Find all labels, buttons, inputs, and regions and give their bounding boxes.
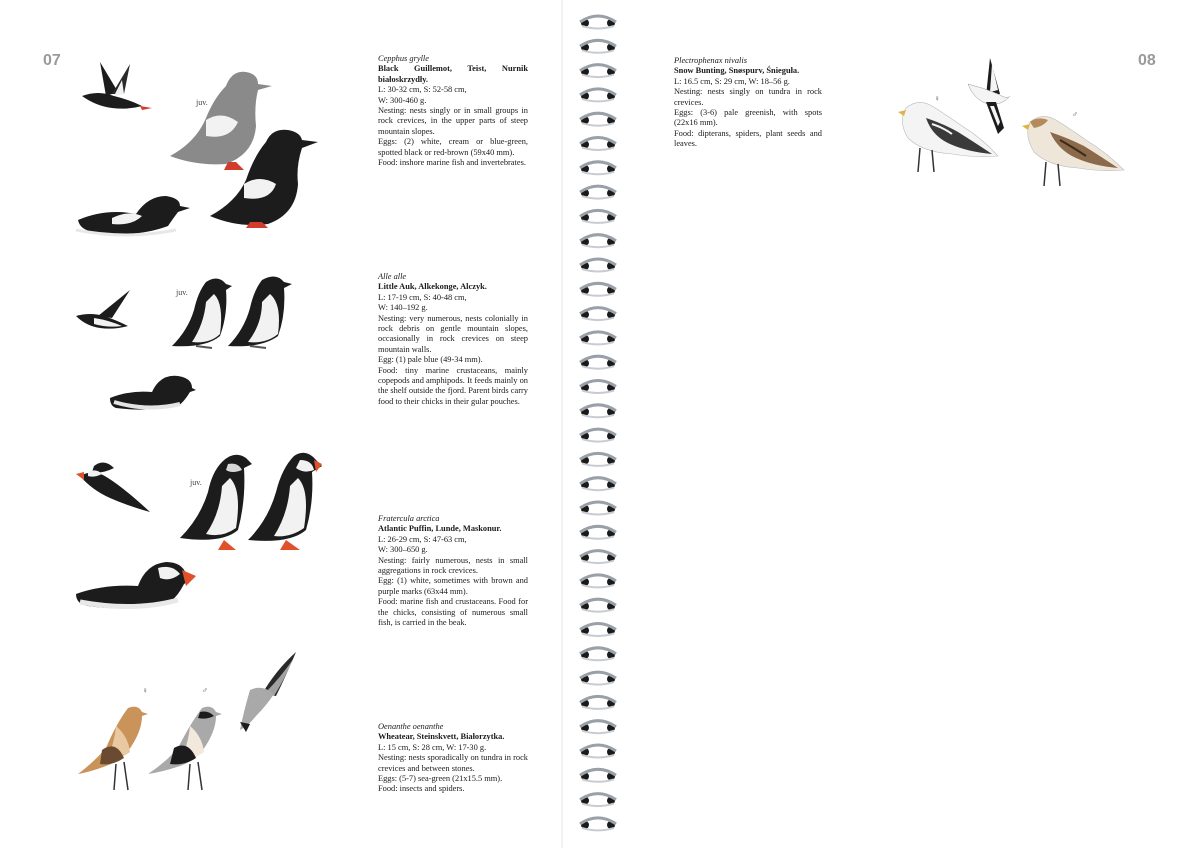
male-symbol: ♂: [202, 686, 208, 695]
snow-bunting-male-illustration: [1016, 112, 1126, 190]
spiral-coil: [580, 526, 616, 539]
spiral-coil: [580, 356, 616, 369]
guillemot-flying-illustration: [78, 60, 158, 122]
male-symbol: ♂: [1072, 110, 1078, 119]
spiral-coil: [580, 405, 616, 418]
measurements-line: L: 17-19 cm, S: 40-48 cm,: [378, 292, 467, 302]
spiral-coil: [580, 40, 616, 53]
wheatear-flying-illustration: [236, 650, 298, 732]
spiral-coil: [580, 283, 616, 296]
nesting-line: Nesting: nests sporadically on tundra in rock crevices and between stones.: [378, 753, 528, 773]
spiral-coil: [580, 769, 616, 782]
spiral-coil: [580, 818, 616, 831]
juvenile-label: juv.: [190, 478, 202, 487]
spiral-coil: [580, 259, 616, 272]
nesting-line: Nesting: nests singly or in small groups in rock crevices, in the upper parts of steep mountain slopes.: [378, 106, 528, 136]
spiral-coil: [580, 235, 616, 248]
eggs-line: Eggs: (2) white, cream or blue-green, spotted black or red-brown (59x40 mm).: [378, 137, 528, 157]
food-line: Food: dipterans, spiders, plant seeds and leaves.: [674, 128, 822, 149]
common-name: Wheatear, Steinskvett, Białorzytka.: [378, 732, 505, 742]
spiral-coil: [580, 624, 616, 637]
spiral-coil: [580, 381, 616, 394]
weight-line: W: 140–192 g.: [378, 303, 428, 313]
food-line: Food: insects and spiders.: [378, 784, 465, 794]
latin-name: Fratercula arctica: [378, 514, 440, 523]
juvenile-label: juv.: [196, 98, 208, 107]
spiral-coil: [580, 210, 616, 223]
wheatear-male-illustration: [146, 700, 222, 794]
spiral-coil: [580, 478, 616, 491]
spiral-coil: [580, 89, 616, 102]
common-name: Black Guillemot, Teist, Nurnik białoskrzydły.: [378, 64, 528, 84]
latin-name: Cepphus grylle: [378, 54, 429, 63]
eggs-line: Egg: (1) pale blue (49-34 mm).: [378, 355, 483, 365]
female-symbol: ♀: [142, 686, 148, 695]
female-symbol: ♀: [934, 94, 940, 103]
spiral-coil: [580, 794, 616, 807]
common-name: Atlantic Puffin, Lunde, Maskonur.: [378, 524, 502, 534]
eggs-line: Eggs: (5-7) sea-green (21x15.5 mm).: [378, 774, 503, 784]
spiral-coil: [580, 16, 616, 29]
common-name: Snow Bunting, Snøspurv, Śnieguła.: [674, 66, 800, 76]
latin-name: Plectrophenax nivalis: [674, 56, 747, 65]
spiral-coil: [580, 599, 616, 612]
spiral-coil: [580, 502, 616, 515]
snow-bunting-female-illustration: [892, 98, 1000, 176]
spiral-coil: [580, 721, 616, 734]
common-name: Little Auk, Alkekonge, Alczyk.: [378, 282, 487, 292]
spiral-coil: [580, 551, 616, 564]
juvenile-label: juv.: [176, 288, 188, 297]
nesting-line: Nesting: very numerous, nests colonially in rock debris on gentle mountain slopes, occasionally in rock crevices on steep mountain walls.: [378, 313, 528, 354]
wheatear-female-illustration: [76, 700, 148, 794]
puffin-swimming-illustration: [74, 556, 196, 612]
latin-name: Alle alle: [378, 272, 407, 281]
species-entry-little-auk: [378, 272, 528, 407]
page-number-left: 07: [43, 52, 61, 69]
weight-line: W: 300–650 g.: [378, 545, 428, 555]
little-auk-flying-illustration: [74, 288, 136, 332]
latin-name: Oenanthe oenanthe: [378, 722, 444, 731]
measurements-line: L: 16.5 cm, S: 29 cm, W: 18–56 g.: [674, 76, 790, 86]
weight-line: W: 300-460 g.: [378, 95, 427, 105]
spiral-coil: [580, 113, 616, 126]
measurements-line: L: 30-32 cm, S: 52-58 cm,: [378, 85, 467, 95]
puffin-flying-illustration: [74, 458, 154, 516]
page-number-right: 08: [1138, 52, 1156, 69]
eggs-line: Egg: (1) white, sometimes with brown and purple marks (63x44 mm).: [378, 576, 528, 596]
spiral-binding-icon: [560, 0, 636, 848]
species-entry-black-guillemot: [378, 54, 528, 168]
spiral-coil: [580, 138, 616, 151]
little-auk-pair-illustration: [166, 274, 294, 352]
species-entry-snow-bunting: [674, 56, 822, 150]
food-line: Food: tiny marine crustaceans, mainly copepods and amphipods. It feeds mainly on the shelf outside the fjord. Parent birds carry food to their chicks in their gular pouches.: [378, 365, 528, 406]
spiral-coil: [580, 308, 616, 321]
puffin-pair-illustration: [176, 450, 322, 556]
species-entry-wheatear: [378, 722, 528, 795]
guillemot-adult-illustration: [206, 126, 318, 230]
food-line: Food: marine fish and crustaceans. Food for the chicks, consisting of numerous small fish, is carried in the beak.: [378, 597, 528, 628]
spiral-coil: [580, 332, 616, 345]
species-entry-atlantic-puffin: [378, 514, 528, 628]
spiral-coil: [580, 162, 616, 175]
spiral-coil: [580, 672, 616, 685]
eggs-line: Eggs: (3-6) pale greenish, with spots (22x16 mm).: [674, 108, 822, 128]
guillemot-swimming-illustration: [76, 186, 191, 238]
spiral-coil: [580, 648, 616, 661]
nesting-line: Nesting: fairly numerous, nests in small aggregations in rock crevices.: [378, 555, 528, 576]
spiral-coil: [580, 65, 616, 78]
spiral-coil: [580, 745, 616, 758]
measurements-line: L: 26-29 cm, S: 47-63 cm,: [378, 534, 467, 544]
spiral-coil: [580, 186, 616, 199]
spiral-coil: [580, 575, 616, 588]
measurements-line: L: 15 cm, S: 28 cm, W: 17-30 g.: [378, 742, 487, 752]
spiral-coil: [580, 696, 616, 709]
spiral-coil: [580, 453, 616, 466]
food-line: Food: inshore marine fish and invertebrates.: [378, 158, 526, 168]
nesting-line: Nesting: nests singly on tundra in rock crevices.: [674, 87, 822, 107]
little-auk-swimming-illustration: [108, 372, 196, 412]
spiral-coil: [580, 429, 616, 442]
